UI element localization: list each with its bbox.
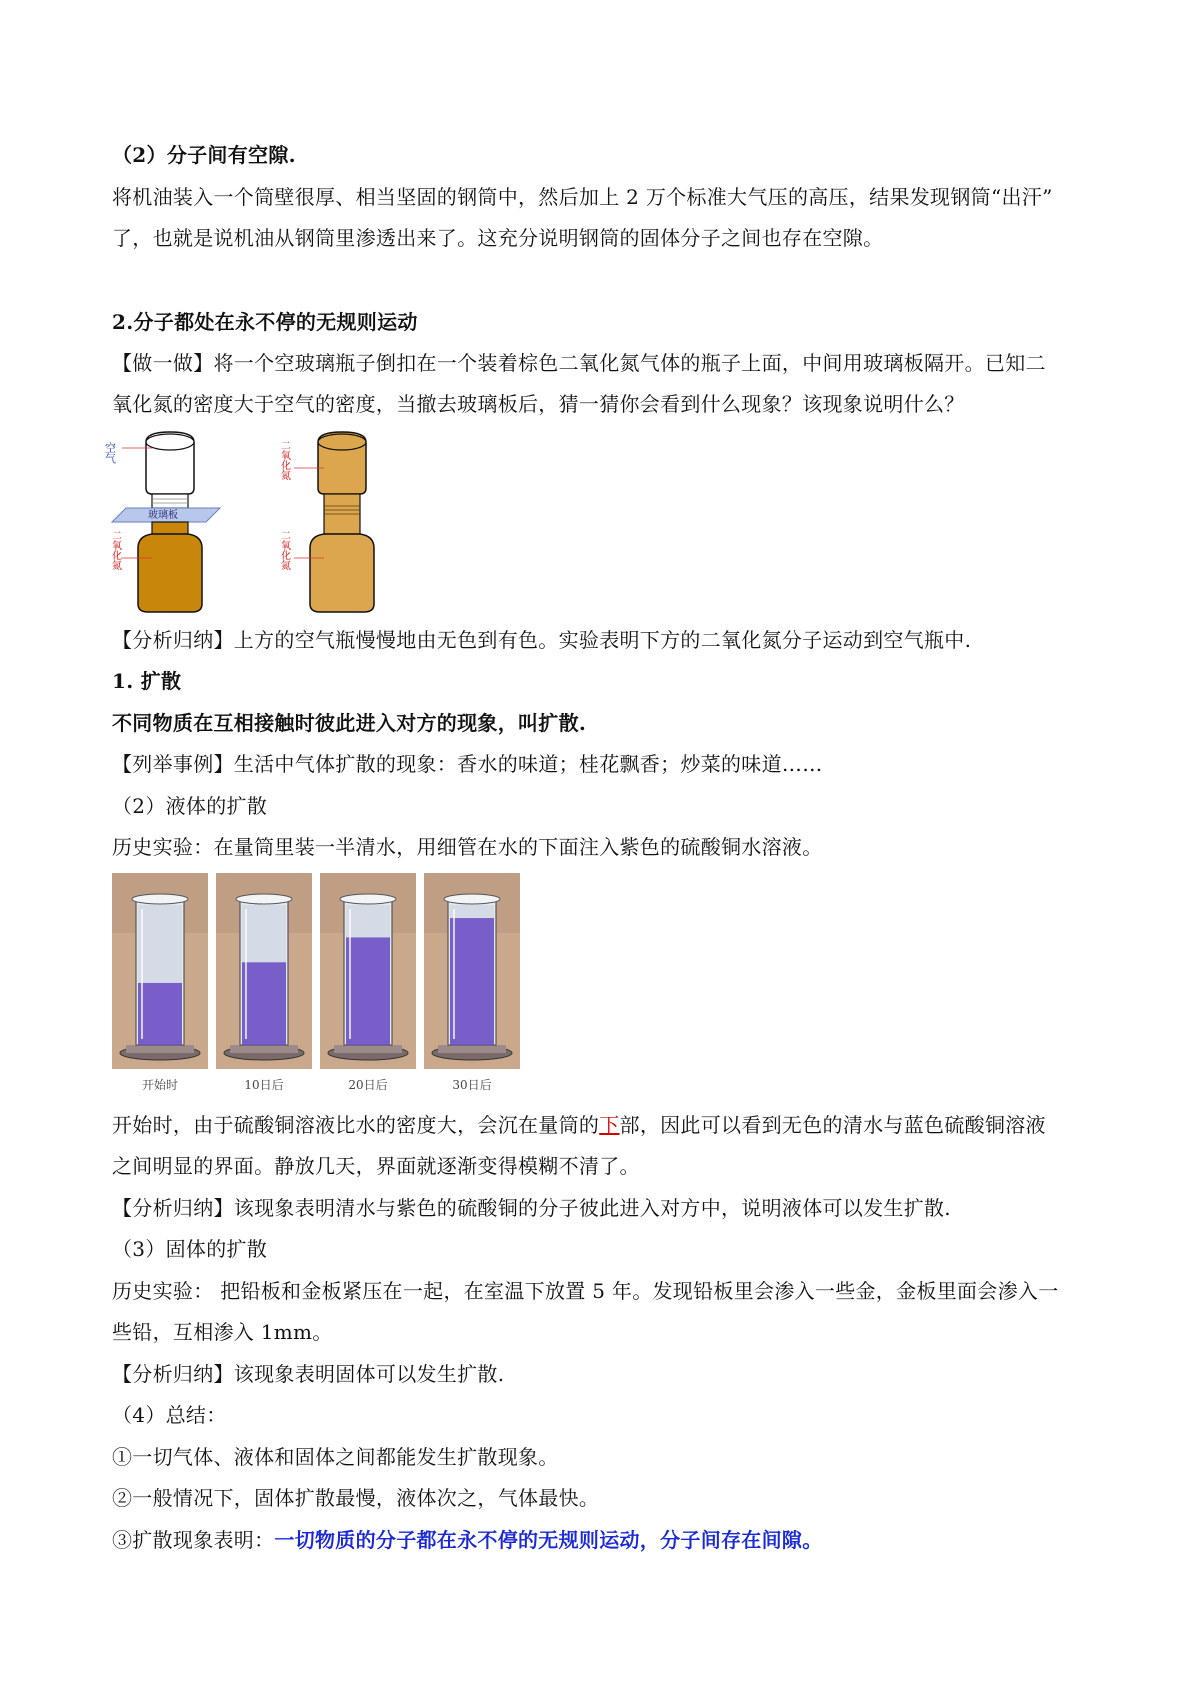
label-glass-plate: 玻璃板 — [148, 510, 178, 521]
no2-bottle-diagram — [103, 428, 388, 616]
label-no2-bottom: 二氧化氮 — [278, 530, 290, 570]
paragraph-line: 将机油装入一个筒壁很厚、相当坚固的钢筒中，然后加上 2 万个标准大气压的高压，结果发现钢筒“出汗” — [112, 185, 1053, 209]
paragraph-line: 历史实验： 把铅板和金板紧压在一起，在室温下放置 5 年。发现铅板里会渗入一些金，金板里面会渗入一 — [112, 1279, 1059, 1303]
paragraph-line: 历史实验：在量筒里装一半清水，用细管在水的下面注入紫色的硫酸铜水溶液。 — [112, 835, 823, 859]
solution-level — [242, 962, 286, 1045]
photo-caption: 30日后 — [452, 1078, 492, 1092]
section-heading-motion: 2.分子都处在永不停的无规则运动 — [112, 310, 418, 334]
summary-point: ②一般情况下，固体扩散最慢，液体次之，气体最快。 — [112, 1486, 600, 1510]
cylinder-photo — [320, 873, 416, 1092]
section-heading-gap: （2）分子间有空隙. — [112, 143, 296, 167]
photo-caption: 10日后 — [244, 1078, 284, 1092]
solution-level — [138, 983, 182, 1045]
emphasis-text: 一切物质的分子都在永不停的无规则运动，分子间存在间隙。 — [274, 1528, 823, 1552]
section-heading-diffusion: 1. 扩散 — [112, 669, 182, 693]
paragraph-line: 【分析归纳】该现象表明固体可以发生扩散. — [112, 1362, 505, 1386]
label-no2-top: 二氧化氮 — [278, 440, 290, 480]
cylinder-photo — [216, 873, 312, 1092]
cylinder-photo — [112, 873, 208, 1092]
definition-text: 不同物质在互相接触时彼此进入对方的现象，叫扩散. — [112, 711, 587, 735]
label-no2-left: 二氧化氮 — [109, 530, 121, 570]
paragraph-line: 【列举事例】生活中气体扩散的现象：香水的味道；桂花飘香；炒菜的味道…… — [112, 752, 823, 776]
label-air: 空气 — [103, 442, 117, 464]
paragraph-line: 之间明显的界面。静放几天，界面就逐渐变得模糊不清了。 — [112, 1154, 640, 1178]
summary-point: ③扩散现象表明：一切物质的分子都在永不停的无规则运动，分子间存在间隙。 — [112, 1528, 823, 1552]
paragraph-line: 氧化氮的密度大于空气的密度，当撤去玻璃板后，猜一猜你会看到什么现象？该现象说明什么？ — [112, 392, 965, 416]
solution-level — [450, 918, 494, 1045]
paragraph-line: 了，也就是说机油从钢筒里渗透出来了。这充分说明钢筒的固体分子之间也存在空隙。 — [112, 226, 884, 250]
paragraph-line: 【分析归纳】上方的空气瓶慢慢地由无色到有色。实验表明下方的二氧化氮分子运动到空气瓶中. — [112, 628, 972, 652]
cylinder-photo — [424, 873, 520, 1092]
summary-point: ①一切气体、液体和固体之间都能发生扩散现象。 — [112, 1445, 559, 1469]
subsection-heading: （3）固体的扩散 — [112, 1237, 268, 1261]
diffusion-photos — [112, 873, 524, 1095]
no2-bottle-right — [310, 432, 374, 612]
paragraph-line: 【做一做】将一个空玻璃瓶子倒扣在一个装着棕色二氧化氮气体的瓶子上面，中间用玻璃板隔开。已知二 — [112, 351, 1046, 375]
paragraph-line: 【分析归纳】该现象表明清水与紫色的硫酸铜的分子彼此进入对方中，说明液体可以发生扩散. — [112, 1196, 951, 1220]
air-bottle — [146, 432, 194, 508]
no2-bottle-left — [138, 522, 202, 612]
photo-caption: 开始时 — [141, 1078, 179, 1092]
solution-level — [346, 937, 390, 1045]
highlight-word: 下 — [599, 1113, 620, 1137]
paragraph-line: 开始时，由于硫酸铜溶液比水的密度大，会沉在量筒的下部，因此可以看到无色的清水与蓝色硫酸铜溶液 — [112, 1113, 1046, 1137]
subsection-heading: （2）液体的扩散 — [112, 794, 268, 818]
photo-caption: 20日后 — [348, 1078, 388, 1092]
subsection-heading: （4）总结： — [112, 1403, 227, 1427]
paragraph-line: 些铅，互相渗入 1mm。 — [112, 1320, 333, 1344]
